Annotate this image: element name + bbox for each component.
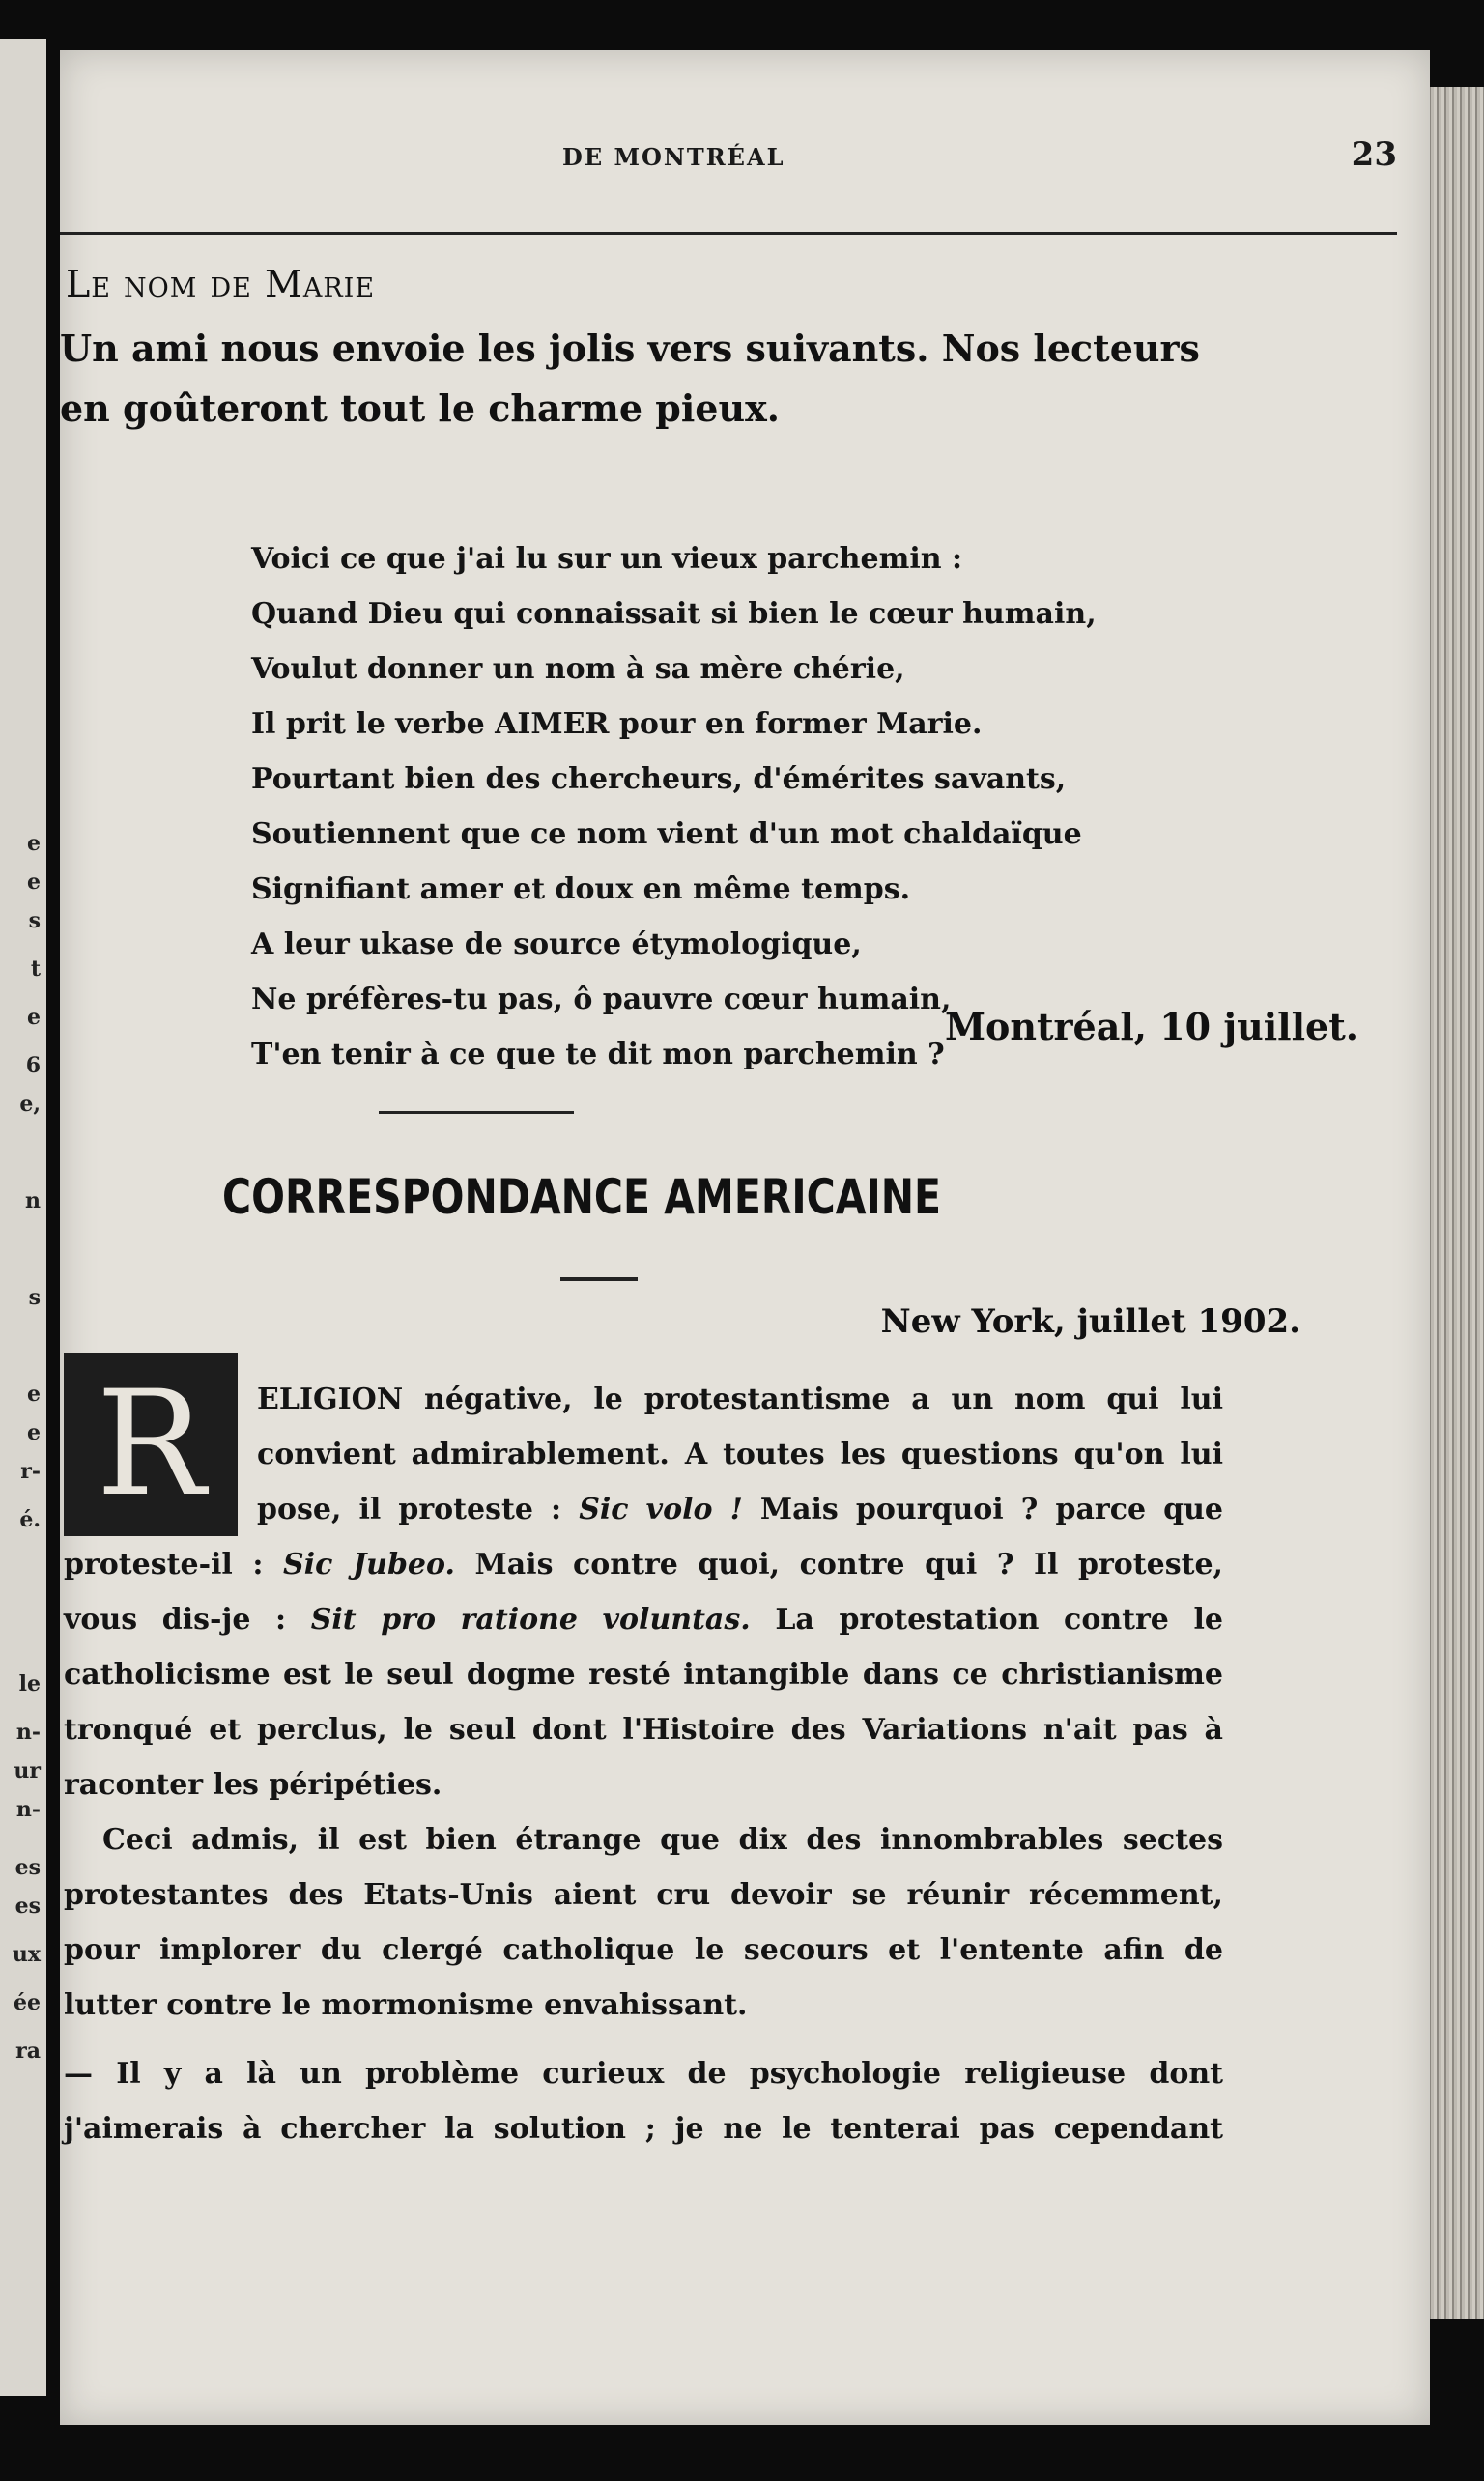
body-line: ELIGION négative, le protestantisme a un nom qui lui	[257, 1383, 1223, 1416]
adjacent-page-fragment: e	[27, 831, 41, 856]
adjacent-page-edge	[0, 39, 46, 2396]
article-body	[64, 1372, 1223, 2156]
poem-line: Il prit le verbe AIMER pour en former Marie.	[251, 707, 983, 741]
drop-cap-letter: R	[96, 1360, 206, 1528]
intro-paragraph	[60, 319, 1239, 439]
poem-line: Voici ce que j'ai lu sur un vieux parchemin :	[251, 542, 963, 576]
body-line: vous dis-je : Sit pro ratione voluntas. La protestation contre le	[64, 1603, 1223, 1637]
body-line: catholicisme est le seul dogme resté intangible dans ce christianisme	[64, 1658, 1223, 1692]
body-line: lutter contre le mormonisme envahissant.	[64, 1988, 748, 2022]
adjacent-page-fragment: t	[30, 956, 41, 982]
page-stack-edges	[1426, 87, 1484, 2319]
body-line: convient admirablement. A toutes les questions qu'on lui	[257, 1438, 1223, 1471]
adjacent-page-fragment: le	[18, 1671, 41, 1697]
adjacent-page-fragment: e	[27, 1382, 41, 1407]
body-line: — Il y a là un problème curieux de psychologie religieuse dont	[64, 2057, 1223, 2091]
adjacent-page-fragment: r-	[20, 1459, 41, 1484]
adjacent-page-fragment: n	[25, 1188, 41, 1213]
dateline: New York, juillet 1902.	[880, 1302, 1300, 1341]
body-line: Ceci admis, il est bien étrange que dix des innombrables sectes	[102, 1823, 1223, 1857]
latin-phrase: Sic volo !	[579, 1493, 743, 1526]
poem-line: Signifiant amer et doux en même temps.	[251, 872, 911, 906]
intro-line: Un ami nous envoie les jolis vers suivants. Nos lecteurs	[60, 327, 1200, 370]
intro-line: en goûteront tout le charme pieux.	[60, 386, 780, 430]
adjacent-page-fragment: ux	[12, 1942, 41, 1967]
body-line: proteste-il : Sic Jubeo. Mais contre quoi, contre qui ? Il proteste,	[64, 1548, 1223, 1582]
adjacent-page-fragment: es	[14, 1855, 41, 1880]
adjacent-page-fragment: n-	[15, 1797, 41, 1822]
latin-phrase: Sit pro ratione voluntas.	[310, 1603, 751, 1637]
adjacent-page-fragment: es	[14, 1894, 41, 1919]
poem-line: A leur ukase de source étymologique,	[251, 927, 862, 961]
running-header	[60, 135, 1397, 182]
body-line: raconter les péripéties.	[64, 1768, 442, 1802]
article-title: CORRESPONDANCE AMERICAINE	[222, 1169, 942, 1225]
title-dash	[560, 1277, 638, 1281]
adjacent-page-fragment: ée	[14, 1990, 41, 2015]
latin-phrase: Sic Jubeo.	[283, 1548, 455, 1582]
adjacent-page-fragment: e,	[19, 1092, 41, 1117]
body-line: pour implorer du clergé catholique le secours et l'entente afin de	[64, 1933, 1223, 1967]
body-line: j'aimerais à chercher la solution ; je ne le tenterai pas cependant	[64, 2112, 1223, 2146]
poem	[251, 531, 1217, 1082]
adjacent-page-fragment: s	[28, 1285, 41, 1310]
body-line: tronqué et perclus, le seul dont l'Histoire des Variations n'ait pas à	[64, 1713, 1223, 1747]
body-line: pose, il proteste : Sic volo ! Mais pourquoi ? parce que	[257, 1493, 1224, 1526]
section-divider	[379, 1111, 574, 1114]
poem-line: Quand Dieu qui connaissait si bien le cœur humain,	[251, 597, 1097, 631]
running-title: DE MONTRÉAL	[562, 143, 785, 171]
adjacent-page-fragment: e	[27, 1420, 41, 1445]
poem-signature: Montréal, 10 juillet.	[944, 1005, 1358, 1048]
adjacent-page-fragment: ur	[14, 1758, 41, 1783]
header-rule	[60, 232, 1397, 235]
section-title: Le nom de Marie	[66, 263, 376, 305]
adjacent-page-fragment: 6	[25, 1053, 41, 1078]
adjacent-page-fragment: ra	[15, 2039, 41, 2064]
adjacent-page-fragment: s	[28, 908, 41, 933]
poem-line: Voulut donner un nom à sa mère chérie,	[251, 652, 905, 686]
poem-line: Ne préfères-tu pas, ô pauvre cœur humain,	[251, 983, 952, 1016]
adjacent-page-fragment: é.	[19, 1507, 41, 1532]
adjacent-page-fragment: n-	[15, 1720, 41, 1745]
adjacent-page-fragment: e	[27, 870, 41, 895]
poem-line: T'en tenir à ce que te dit mon parchemin ?	[251, 1038, 945, 1071]
adjacent-page-fragment: e	[27, 1005, 41, 1030]
poem-line: Pourtant bien des chercheurs, d'émérites savants,	[251, 762, 1067, 796]
poem-line: Soutiennent que ce nom vient d'un mot chaldaïque	[251, 817, 1082, 851]
body-line: protestantes des Etats-Unis aient cru devoir se réunir récemment,	[64, 1878, 1223, 1912]
page-number: 23	[1351, 135, 1397, 174]
